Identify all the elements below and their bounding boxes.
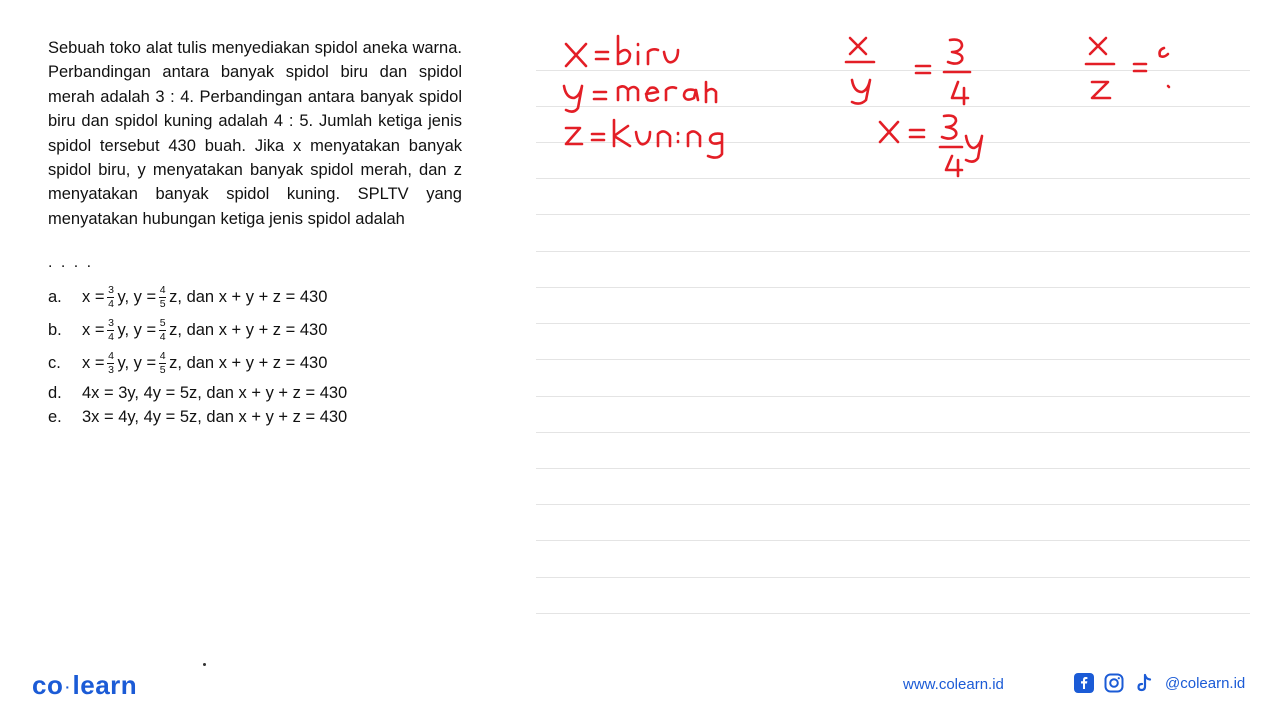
stray-dot — [203, 663, 206, 666]
question-body: Sebuah toko alat tulis menyediakan spidol aneka warna. Perbandingan antara banyak spidol biru dan spidol merah adalah 3 : 4. Perbandingan antara banyak spidol biru dan spidol kuning adalah 4 : 5. Jumlah ketiga jenis spidol tersebut 430 buah. Jika x menyatakan banyak spidol biru, y menyatakan banyak spidol merah, dan z menyatakan banyak spidol kuning. SPLTV yang menyatakan hubungan ketiga jenis spidol adalah — [48, 39, 462, 228]
option-letter: d. — [48, 383, 62, 402]
fraction-denominator: 4 — [159, 330, 166, 343]
option-text-part: z, dan x + y + z = 430 — [169, 287, 328, 306]
fraction-numerator: 4 — [108, 349, 114, 362]
website-link[interactable]: www.colearn.id — [903, 676, 1004, 693]
option-text-part: x = — [82, 353, 105, 372]
social-handle[interactable]: @colearn.id — [1165, 674, 1246, 692]
option-text-part: y, y = — [117, 287, 157, 306]
option-text: 3x = 4y, 4y = 5z, dan x + y + z = 430 — [82, 407, 348, 426]
question-ellipsis: . . . . — [48, 254, 94, 271]
social-links — [1073, 672, 1245, 694]
logo-text-left: co — [32, 670, 64, 700]
logo-text-right: learn — [72, 670, 138, 700]
option-text: 4x = 3y, 4y = 5z, dan x + y + z = 430 — [82, 383, 348, 402]
option-text-part: x = — [82, 320, 105, 339]
handwriting-x-biru — [566, 36, 678, 66]
option-text-part: z, dan x + y + z = 430 — [169, 320, 328, 339]
fraction-numerator: 4 — [159, 283, 166, 296]
fraction-numerator: 4 — [159, 349, 166, 362]
colearn-logo[interactable] — [32, 670, 137, 701]
fraction-denominator: 5 — [159, 297, 166, 310]
option-text-part: y, y = — [117, 320, 157, 339]
fraction-denominator: 4 — [108, 330, 114, 343]
fraction-numerator: 3 — [108, 316, 114, 329]
logo-separator: · — [65, 679, 71, 696]
option-text-part: y, y = — [117, 353, 157, 372]
option-letter: e. — [48, 407, 62, 426]
option-letter: b. — [48, 320, 62, 339]
fraction-denominator: 4 — [108, 297, 114, 310]
handwriting-x-equals — [880, 116, 982, 176]
option-text-part: x = — [82, 287, 105, 306]
option-text-part: z, dan x + y + z = 430 — [169, 353, 328, 372]
option-letter: c. — [48, 353, 61, 372]
fraction-denominator: 3 — [108, 363, 114, 376]
fraction-denominator: 5 — [159, 363, 166, 376]
option-letter: a. — [48, 287, 62, 306]
handwriting-ratio-xz — [1086, 38, 1169, 98]
instagram-icon[interactable] — [1103, 672, 1125, 694]
facebook-icon[interactable] — [1073, 672, 1095, 694]
fraction-numerator: 5 — [159, 316, 166, 329]
fraction-numerator: 3 — [108, 283, 114, 296]
handwriting-z-kuning — [566, 120, 722, 158]
handwriting-ratio-xy — [846, 38, 970, 104]
tiktok-icon[interactable] — [1133, 672, 1155, 694]
handwriting-y-merah — [564, 82, 716, 112]
